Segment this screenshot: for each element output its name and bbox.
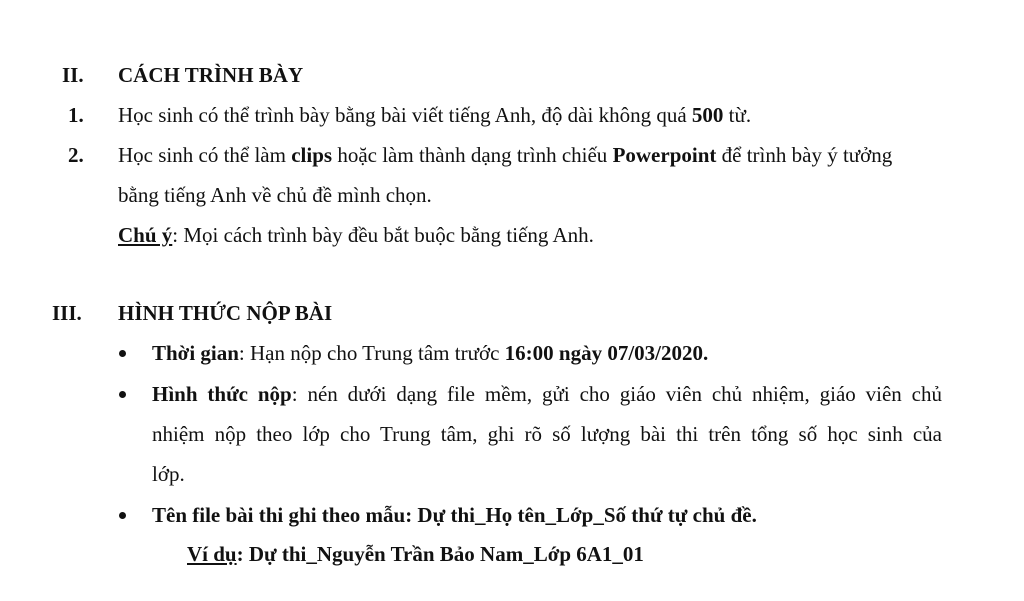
item-2-text-b: hoặc làm thành dạng trình chiếu <box>332 143 613 167</box>
item-1-text <box>118 105 751 126</box>
item-2-line-1 <box>118 145 892 166</box>
bullet-1-dot <box>119 350 126 357</box>
bullet-1-body: : Hạn nộp cho Trung tâm trước <box>238 341 505 365</box>
bullet-2-line-1 <box>152 384 942 405</box>
note-line <box>118 225 594 246</box>
bullet-3-text: Tên file bài thi ghi theo mẫu: Dự thi_Họ tên_Lớp_Số thứ tự chủ đề. <box>152 503 757 527</box>
bullet-1-deadline: 16:00 ngày 07/03/2020. <box>504 341 709 365</box>
example-text: : Dự thi_Nguyễn Trần Bảo Nam_Lớp 6A1_01 <box>236 542 644 566</box>
item-2-clips: clips <box>291 143 333 167</box>
section-3-title: HÌNH THỨC NỘP BÀI <box>118 301 333 325</box>
section-2-title: CÁCH TRÌNH BÀY <box>118 63 304 87</box>
note-text: : Mọi cách trình bày đều bắt buộc bằng tiếng Anh. <box>172 223 594 247</box>
bullet-2-label: Hình thức nộp <box>152 382 292 406</box>
item-2-text-c: để trình bày ý tưởng <box>716 143 893 167</box>
bullet-2-line-2: nhiệm nộp theo lớp cho Trung tâm, ghi rõ số lượng bài thi trên tổng số học sinh của <box>152 422 942 446</box>
item-2-powerpoint: Powerpoint <box>612 143 717 167</box>
item-1-text-before: Học sinh có thể trình bày bằng bài viết tiếng Anh, độ dài không quá <box>118 103 692 127</box>
item-2-number: 2. <box>68 143 84 167</box>
bullet-2-line-1-text: : nén dưới dạng file mềm, gửi cho giáo viên chủ nhiệm, giáo viên chủ <box>291 382 943 406</box>
item-2-line-2: bằng tiếng Anh về chủ đề mình chọn. <box>118 183 432 207</box>
example-label: Ví dụ <box>187 542 237 566</box>
note-label: Chú ý <box>118 223 173 247</box>
item-1-number: 1. <box>68 103 84 127</box>
item-1-text-after: từ. <box>723 103 752 127</box>
section-3-number: III. <box>52 301 82 325</box>
item-1-word-limit: 500 <box>691 103 724 127</box>
section-2-number: II. <box>62 63 84 87</box>
bullet-2-dot <box>119 391 126 398</box>
bullet-1-label: Thời gian <box>152 341 239 365</box>
bullet-2-line-3: lớp. <box>152 462 185 486</box>
bullet-3-dot <box>119 512 126 519</box>
example-line <box>187 544 644 565</box>
item-2-text-a: Học sinh có thể làm <box>118 143 292 167</box>
bullet-1-text <box>152 343 708 364</box>
